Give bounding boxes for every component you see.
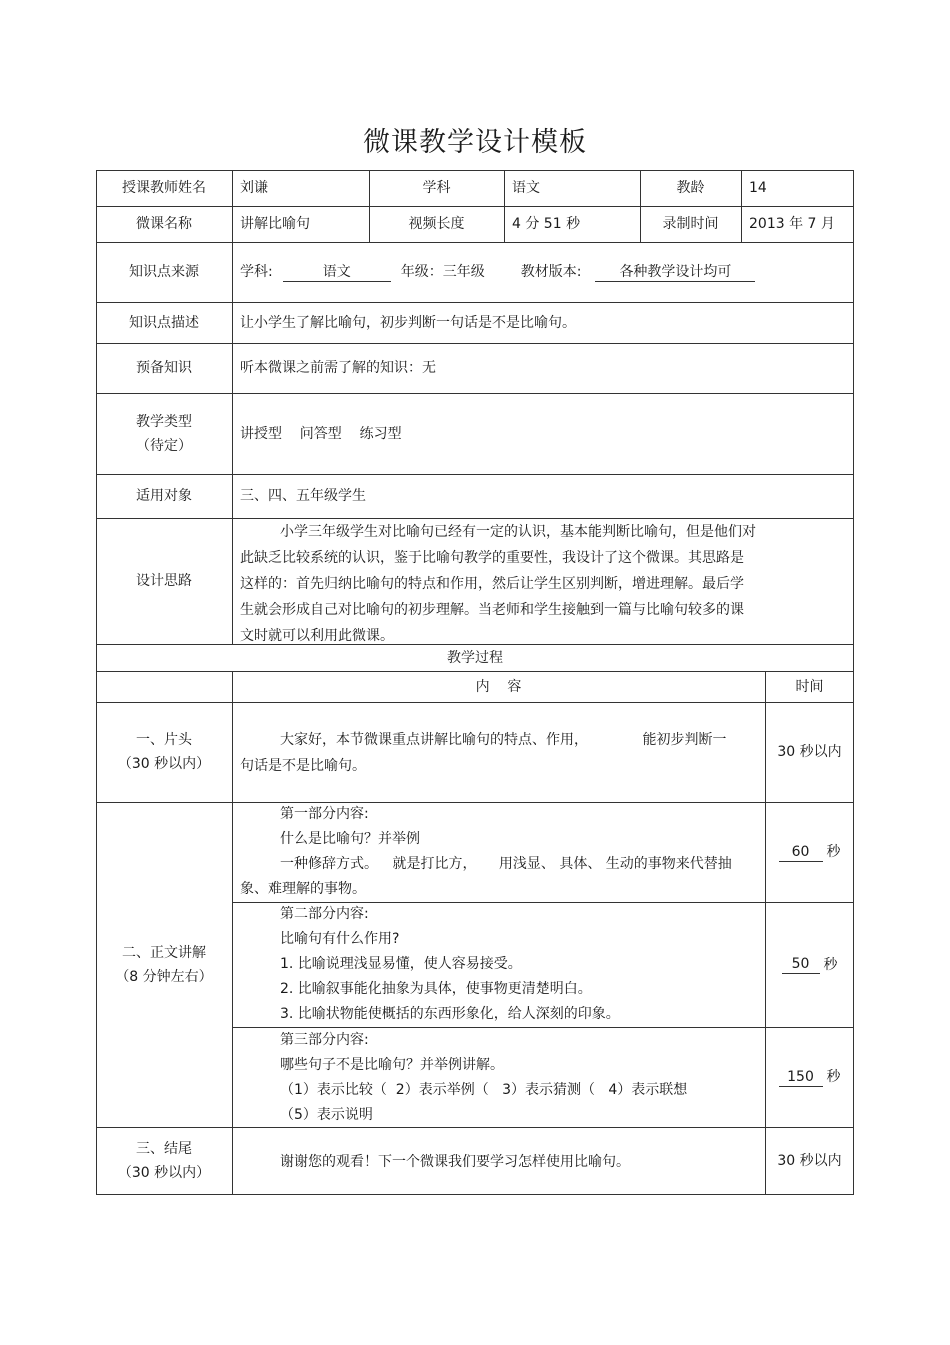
part2-line: 比喻句有什么作用? [280, 931, 400, 947]
part1-line: 什么是比喻句？并举例 [280, 831, 420, 847]
part1-time-value: 60 [779, 843, 823, 862]
part3-line: 第三部分内容: [280, 1032, 369, 1048]
part1-line3c: 用浅显、 具体、 生动的事物来代替抽 [498, 856, 732, 872]
ending-label-line1: 三、结尾 [136, 1140, 192, 1157]
part1-line3b: 就是打比方， [392, 856, 477, 872]
part2-time-unit: 秒 [823, 956, 838, 973]
intro-line1a: 大家好，本节微课重点讲解比喻句的特点、作用， [280, 732, 588, 748]
teacher-name-label: 授课教师姓名 [122, 180, 206, 196]
teaching-age-label: 教龄 [676, 180, 705, 196]
video-length-value: 4 分 51 秒 [512, 216, 581, 232]
part3-time-value: 150 [779, 1068, 823, 1087]
part1-time [765, 802, 854, 902]
knowledge-source-content [232, 242, 854, 302]
subject-value: 语文 [512, 180, 540, 196]
design-idea-label: 设计思路 [136, 573, 192, 589]
teacher-name-value: 刘谦 [240, 180, 268, 196]
source-edition-prefix: 教材版本: [520, 264, 582, 280]
teaching-age-value: 14 [749, 180, 767, 196]
body-label [96, 802, 232, 1127]
design-line: 生就会形成自己对比喻句的初步理解。当老师和学生接触到一篇与比喻句较多的课 [240, 602, 744, 618]
part2-line: 2. 比喻叙事能化抽象为具体，使事物更清楚明白。 [280, 981, 592, 997]
source-edition-value: 各种教学设计均可 [595, 263, 755, 282]
design-line: 这样的：首先归纳比喻句的特点和作用，然后让学生区别判断，增进理解。最后学 [240, 576, 744, 592]
teaching-type-label [96, 393, 232, 474]
body-label-line2: （8 分钟左右） [115, 968, 213, 985]
design-line: 文时就可以利用此微课。 [240, 628, 394, 644]
part1-content [240, 802, 760, 902]
lesson-design-table [96, 170, 854, 1195]
intro-label-line2: （30 秒以内） [117, 756, 211, 772]
knowledge-desc-label: 知识点描述 [129, 314, 199, 331]
ending-label-line2: （30 秒以内） [117, 1164, 211, 1181]
part3-line: 哪些句子不是比喻句？并举例讲解。 [280, 1057, 504, 1073]
target-audience-label: 适用对象 [136, 488, 192, 504]
design-idea-text [240, 519, 800, 649]
record-time-label: 录制时间 [662, 216, 719, 232]
prerequisite-label: 预备知识 [136, 360, 192, 376]
part2-time [765, 902, 854, 1027]
time-header: 时间 [795, 678, 824, 695]
content-header: 内 容 [475, 678, 522, 695]
design-line: 此缺乏比较系统的认识，鉴于比喻句教学的重要性，我设计了这个微课。其思路是 [240, 550, 744, 566]
target-audience-text: 三、四、五年级学生 [240, 488, 366, 504]
part3-line: （5）表示说明 [280, 1107, 373, 1123]
source-subject-value: 语文 [283, 263, 391, 282]
ending-label [96, 1127, 232, 1194]
body-label-line1: 二、正文讲解 [122, 944, 206, 961]
knowledge-desc-text: 让小学生了解比喻句，初步判断一句话是不是比喻句。 [240, 314, 576, 331]
part1-line4: 象、难理解的事物。 [240, 881, 366, 897]
intro-text [240, 727, 760, 779]
document-title: 微课教学设计模板 [363, 127, 587, 158]
source-subject-prefix: 学科: [240, 264, 273, 280]
teaching-type-label-line1: 教学类型 [136, 413, 192, 430]
intro-line1b: 能初步判断一 [642, 732, 727, 748]
intro-line2: 句话是不是比喻句。 [240, 758, 366, 774]
lesson-name-label: 微课名称 [136, 216, 192, 232]
part2-line: 第二部分内容: [280, 906, 369, 922]
part3-time [765, 1027, 854, 1127]
prerequisite-text: 听本微课之前需了解的知识：无 [240, 360, 436, 376]
part3-time-unit: 秒 [826, 1069, 841, 1085]
ending-time: 30 秒以内 [777, 1152, 842, 1169]
part1-time-unit: 秒 [826, 844, 841, 860]
part1-line3a: 一种修辞方式。 [280, 856, 378, 872]
source-grade: 年级：三年级 [400, 264, 485, 280]
intro-label [96, 702, 232, 802]
intro-time: 30 秒以内 [777, 744, 842, 760]
ending-text: 谢谢您的观看！下一个微课我们要学习怎样使用比喻句。 [280, 1153, 630, 1170]
subject-label: 学科 [422, 180, 451, 196]
lesson-name-value: 讲解比喻句 [240, 216, 310, 232]
intro-label-line1: 一、片头 [136, 732, 192, 748]
part3-content [240, 1028, 760, 1128]
design-line: 小学三年级学生对比喻句已经有一定的认识，基本能判断比喻句，但是他们对 [280, 524, 756, 540]
part2-line: 3. 比喻状物能使概括的东西形象化，给人深刻的印象。 [280, 1006, 620, 1022]
teaching-type-text: 讲授型 问答型 练习型 [240, 425, 402, 442]
part2-content [240, 902, 760, 1027]
part1-line: 第一部分内容: [280, 806, 369, 822]
part2-line: 1. 比喻说理浅显易懂，使人容易接受。 [280, 956, 522, 972]
part3-line: （1）表示比较（ 2）表示举例（ 3）表示猜测（ 4）表示联想 [280, 1082, 688, 1098]
process-title: 教学过程 [447, 649, 503, 666]
video-length-label: 视频长度 [408, 216, 465, 232]
teaching-type-label-line2: （待定） [136, 437, 192, 454]
record-time-value: 2013 年 7 月 [749, 216, 835, 232]
knowledge-source-label: 知识点来源 [129, 264, 199, 280]
part2-time-value: 50 [782, 955, 820, 974]
